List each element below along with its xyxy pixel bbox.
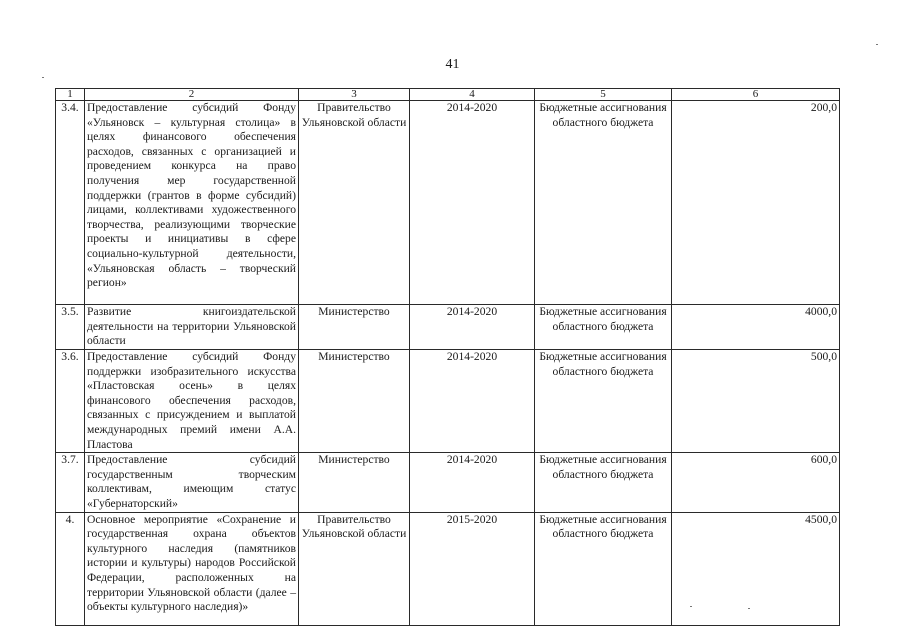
funding-source: Бюджетные ассигнования областного бюджета [535,350,672,453]
funding-source: Бюджетные ассигнования областного бюджета [535,101,672,305]
row-number: 4. [56,512,85,625]
activity-name: Предоставление субсидий государственным творческим коллективам, имеющим статус «Губернаторский» [85,453,299,512]
page-number: 41 [445,57,460,72]
executor: Министерство [299,453,410,512]
table-row [56,512,840,625]
scan-speck [876,44,878,45]
row-number: 3.5. [56,305,85,350]
column-header-5: 5 [535,89,672,101]
period: 2014-2020 [410,305,535,350]
amount: 200,0 [672,101,840,305]
period: 2015-2020 [410,512,535,625]
column-header-2: 2 [85,89,299,101]
activity-name: Развитие книгоиздательской деятельности на территории Ульяновской области [85,305,299,350]
table-row [56,305,840,350]
executor: Министерство [299,305,410,350]
table-row [56,350,840,453]
program-activities-table [55,88,840,626]
scan-speck [690,606,692,607]
table-row [56,101,840,305]
column-header-4: 4 [410,89,535,101]
funding-source: Бюджетные ассигнования областного бюджета [535,453,672,512]
row-number: 3.4. [56,101,85,305]
column-number-row [56,89,840,101]
amount: 500,0 [672,350,840,453]
amount: 4500,0 [672,512,840,625]
executor: Правительство Ульяновской области [299,101,410,305]
period: 2014-2020 [410,453,535,512]
scan-speck [748,608,750,609]
executor: Правительство Ульяновской области [299,512,410,625]
row-number: 3.6. [56,350,85,453]
period: 2014-2020 [410,101,535,305]
column-header-1: 1 [56,89,85,101]
row-number: 3.7. [56,453,85,512]
table-row [56,453,840,512]
amount: 4000,0 [672,305,840,350]
activity-name: Предоставление субсидий Фонду «Ульяновск – культурная столица» в целях финансового обеспечения расходов, связанных с организацией и проведением конкурса на право получения мер государственной поддержки (грантов в форме субсидий) лицами, коллективами художественного творчества, реализующими творческие проекты и инициативы в сфере социально-культурной деятельности, «Ульяновская область – творческий регион» [85,101,299,305]
funding-source: Бюджетные ассигнования областного бюджета [535,305,672,350]
funding-source: Бюджетные ассигнования областного бюджета [535,512,672,625]
activity-name: Предоставление субсидий Фонду поддержки изобразительного искусства «Пластовская осень» в целях финансового обеспечения расходов, связанных с присуждением и выплатой международных премий имени А.А. Пластова [85,350,299,453]
scan-speck [42,77,44,78]
column-header-3: 3 [299,89,410,101]
column-header-6: 6 [672,89,840,101]
activity-name: Основное мероприятие «Сохранение и государственная охрана объектов культурного наследия (памятников истории и культуры) народов Российской Федерации, расположенных на территории Ульяновской области (далее – объекты культурного наследия)» [85,512,299,625]
executor: Министерство [299,350,410,453]
amount: 600,0 [672,453,840,512]
period: 2014-2020 [410,350,535,453]
